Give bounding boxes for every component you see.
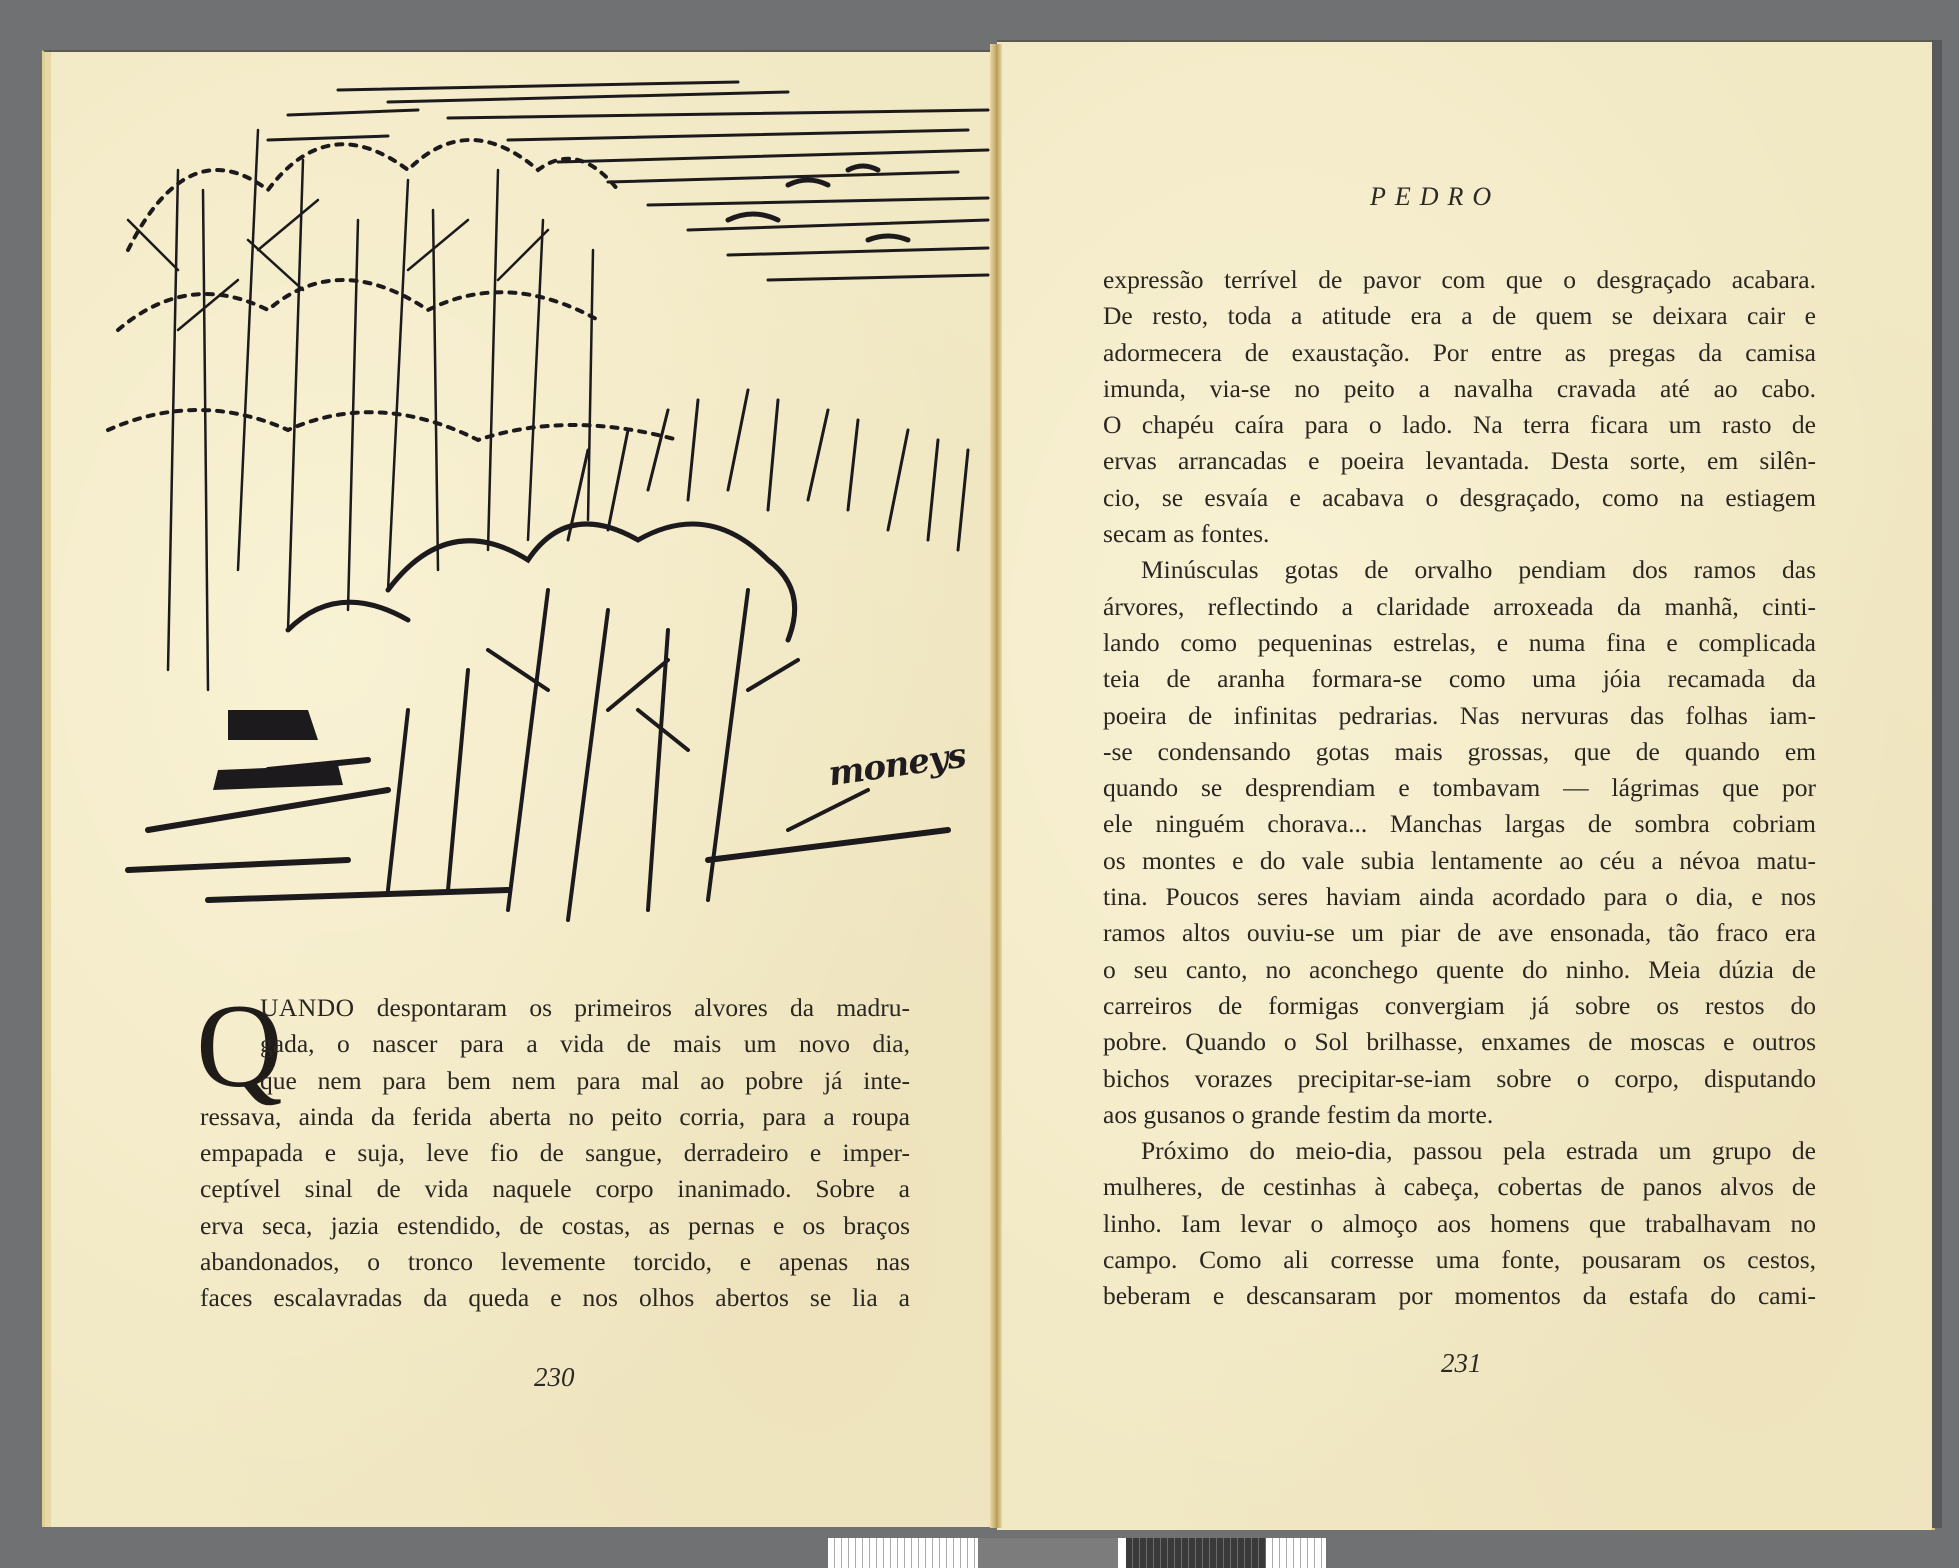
text-line: os montes e do vale subia lentamente ao céu a névoa matu- <box>1103 845 1816 875</box>
text-line-content: despontaram os primeiros alvores da madru- <box>354 993 910 1022</box>
text-line: empapada e suja, leve fio de sangue, derradeiro e imper- <box>200 1138 910 1168</box>
text-line: carreiros de formigas convergiam já sobre os restos do <box>1103 990 1816 1020</box>
ruler-segment-grey <box>978 1538 1118 1568</box>
text-line: expressão terrível de pavor com que o desgraçado acabara. <box>1103 265 1816 294</box>
text-line: secam as fontes. <box>1103 519 1270 549</box>
text-line: adormecera de exaustação. Por entre as pregas da camisa <box>1103 337 1816 367</box>
page-edge-shadow <box>1932 40 1942 1528</box>
text-line <box>200 990 910 1026</box>
text-line: ressava, ainda da ferida aberta no peito corria, para a roupa <box>200 1101 910 1131</box>
text-line: teia de aranha formara-se como uma jóia recamada da <box>1103 664 1816 694</box>
text-line: ceptível sinal de vida naquele corpo inanimado. Sobre a <box>200 1174 910 1204</box>
text-line: tina. Poucos seres haviam ainda acordado para o dia, e nos <box>1103 882 1816 912</box>
opening-word: UANDO <box>260 993 355 1022</box>
text-line: árvores, reflectindo a claridade arroxeada da manhã, cinti- <box>1103 591 1816 621</box>
text-line: Próximo do meio-dia, passou pela estrada um grupo de <box>1141 1136 1816 1166</box>
ruler-segment-black <box>1126 1538 1266 1568</box>
text-line: De resto, toda a atitude era a de quem se deixara cair e <box>1103 301 1816 331</box>
text-line: erva seca, jazia estendido, de costas, as pernas e os braços <box>200 1210 910 1240</box>
text-line: faces escalavradas da queda e nos olhos abertos se lia a <box>200 1283 910 1313</box>
text-line: quando se desprendiam e tombavam — lágrimas que por <box>1103 773 1816 803</box>
illustrator-signature: moneys <box>825 735 969 795</box>
text-line: abandonados, o tronco levemente torcido, e apenas nas <box>200 1247 910 1277</box>
text-line: bichos vorazes precipitar-se-iam sobre o corpo, disputando <box>1103 1063 1816 1093</box>
ruler-segment-white <box>1266 1538 1326 1568</box>
text-line: imunda, via-se no peito a navalha cravada até ao cabo. <box>1103 373 1816 403</box>
right-page-body <box>1103 262 1816 1315</box>
ruler-segment-divider <box>1118 1538 1126 1568</box>
scale-ruler <box>828 1538 1959 1568</box>
page-number-left: 230 <box>534 1362 575 1392</box>
text-line: ervas arrancadas e poeira levantada. Desta sorte, em silên- <box>1103 446 1816 476</box>
text-line: mulheres, de cestinhas à cabeça, cobertas de panos alvos de <box>1103 1172 1816 1202</box>
text-line: lando como pequeninas estrelas, e numa fina e complicada <box>1103 627 1816 657</box>
landscape-illustration <box>88 70 993 930</box>
page-number-right: 231 <box>1441 1348 1482 1378</box>
text-line: ele ninguém chorava... Manchas largas de sombra cobriam <box>1103 809 1816 839</box>
ruler-segment-white <box>828 1538 978 1568</box>
text-line: -se condensando gotas mais grossas, que de quando em <box>1103 736 1816 766</box>
text-line: beberam e descansaram por momentos da estafa do cami- <box>1103 1281 1816 1311</box>
ink-drawing-icon <box>88 70 993 930</box>
text-line: campo. Como ali corresse uma fonte, pousaram os cestos, <box>1103 1245 1816 1275</box>
text-line: O chapéu caíra para o lado. Na terra ficara um rasto de <box>1103 410 1816 440</box>
running-head: PEDRO <box>1370 182 1501 211</box>
text-line: linho. Iam levar o almoço aos homens que trabalhavam no <box>1103 1208 1816 1238</box>
drop-cap: Q <box>196 979 283 1112</box>
text-line: gada, o nascer para a vida de mais um novo dia, <box>260 1029 910 1059</box>
text-line: ramos altos ouviu-se um piar de ave ensonada, tão fraco era <box>1103 918 1816 948</box>
text-line: pobre. Quando o Sol brilhasse, enxames de moscas e outros <box>1103 1027 1816 1057</box>
text-line: aos gusanos o grande festim da morte. <box>1103 1099 1494 1129</box>
text-line: que nem para bem nem para mal ao pobre já inte- <box>260 1065 910 1095</box>
text-line: cio, se esvaía e acabava o desgraçado, como na estiagem <box>1103 482 1816 512</box>
text-line: o seu canto, no aconchego quente do ninho. Meia dúzia de <box>1103 954 1816 984</box>
text-line: Minúsculas gotas de orvalho pendiam dos ramos das <box>1141 555 1816 585</box>
left-page-body <box>200 990 910 1317</box>
text-line: poeira de infinitas pedrarias. Nas nervuras das folhas iam- <box>1103 700 1816 730</box>
